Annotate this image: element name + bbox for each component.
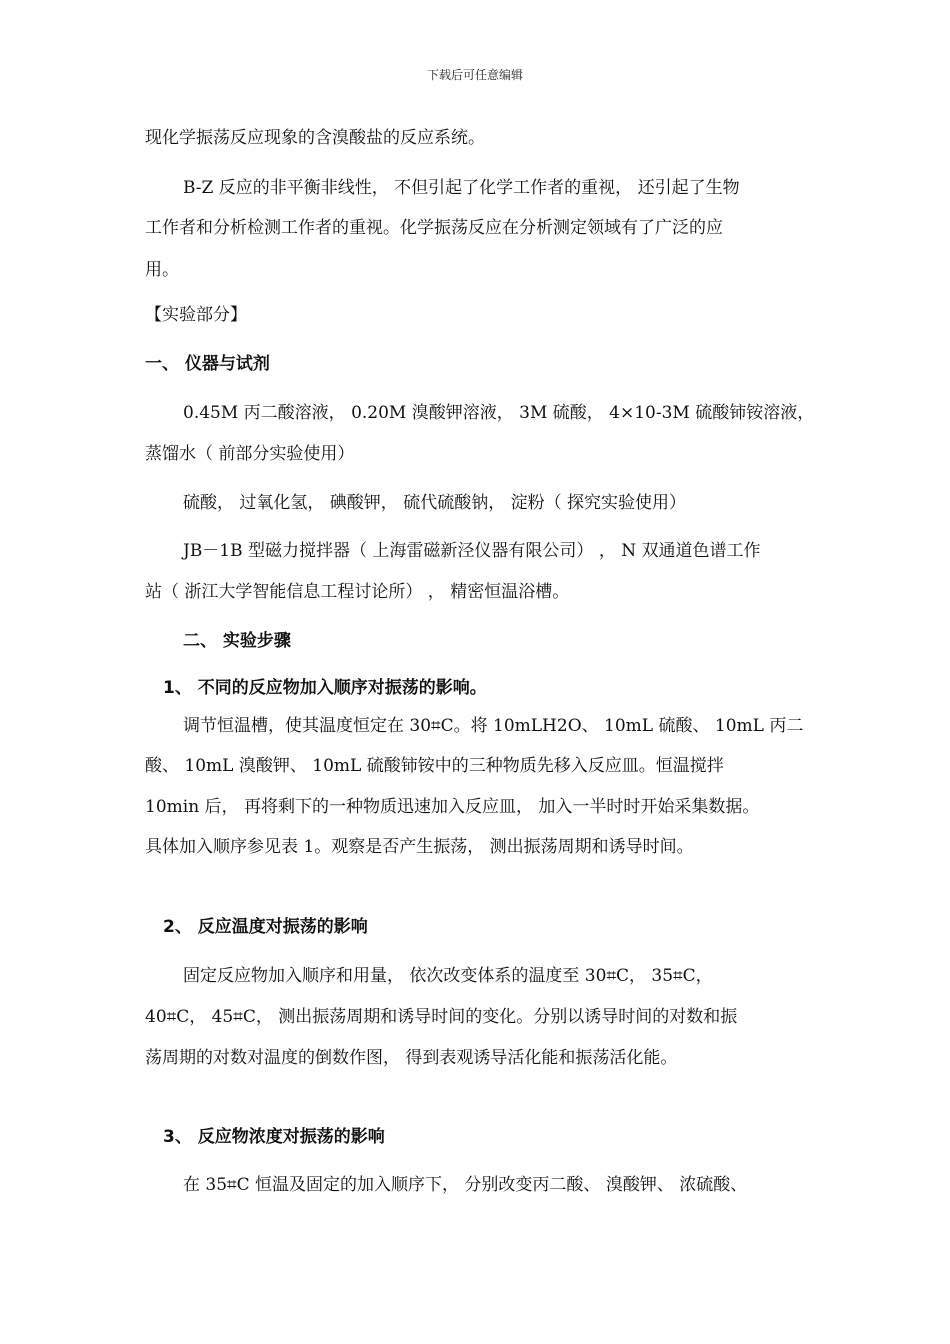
paragraph-line: 酸、 10mL 溴酸钾、 10mL 硫酸铈铵中的三种物质先移入反应皿。恒温搅拌 (145, 756, 724, 776)
subsection-heading: 3、 反应物浓度对振荡的影响 (163, 1127, 385, 1147)
paragraph-line: JB－1B 型磁力搅拌器（ 上海雷磁新泾仪器有限公司） ， N 双通道色谱工作 (183, 541, 761, 561)
paragraph-line: 站（ 浙江大学智能信息工程讨论所） ， 精密恒温浴槽。 (145, 582, 570, 602)
paragraph-line: 在 35⌗C 恒温及固定的加入顺序下， 分别改变丙二酸、 溴酸钾、 浓硫酸、 (183, 1175, 748, 1195)
paragraph-line: 调节恒温槽，使其温度恒定在 30⌗C。将 10mLH2O、 10mL 硫酸、 10mL 丙二 (183, 716, 804, 736)
section-heading: 【实验部分】 (145, 305, 247, 325)
paragraph-line: 用。 (145, 260, 179, 280)
paragraph-line: 固定反应物加入顺序和用量， 依次改变体系的温度至 30⌗C， 35⌗C， (183, 966, 713, 986)
subsection-heading: 1、 不同的反应物加入顺序对振荡的影响。 (163, 678, 487, 698)
paragraph-line: 现化学振荡反应现象的含溴酸盐的反应系统。 (145, 128, 485, 148)
paragraph-line: 荡周期的对数对温度的倒数作图， 得到表观诱导活化能和振荡活化能。 (145, 1048, 678, 1068)
paragraph-line: 硫酸， 过氧化氢， 碘酸钾， 硫代硫酸钠， 淀粉（ 探究实验使用） (183, 493, 687, 513)
paragraph-line: 蒸馏水（ 前部分实验使用） (145, 444, 355, 464)
paragraph-line: 工作者和分析检测工作者的重视。化学振荡反应在分析测定领域有了广泛的应 (145, 218, 723, 238)
subsection-heading: 2、 反应温度对振荡的影响 (163, 917, 368, 937)
paragraph-line: 0.45M 丙二酸溶液， 0.20M 溴酸钾溶液， 3M 硫酸， 4×10-3M 硫酸铈铵溶液， (183, 403, 815, 423)
page-header-note: 下载后可任意编辑 (426, 68, 523, 82)
paragraph-line: 40⌗C， 45⌗C， 测出振荡周期和诱导时间的变化。分别以诱导时间的对数和振 (145, 1007, 738, 1027)
paragraph-line: B-Z 反应的非平衡非线性， 不但引起了化学工作者的重视， 还引起了生物 (183, 178, 740, 198)
section-heading: 二、 实验步骤 (183, 631, 291, 651)
paragraph-line: 具体加入顺序参见表 1。观察是否产生振荡， 测出振荡周期和诱导时间。 (145, 837, 694, 857)
paragraph-line: 10min 后， 再将剩下的一种物质迅速加入反应皿， 加入一半时时开始采集数据。 (145, 797, 760, 817)
section-heading: 一、 仪器与试剂 (145, 354, 270, 374)
